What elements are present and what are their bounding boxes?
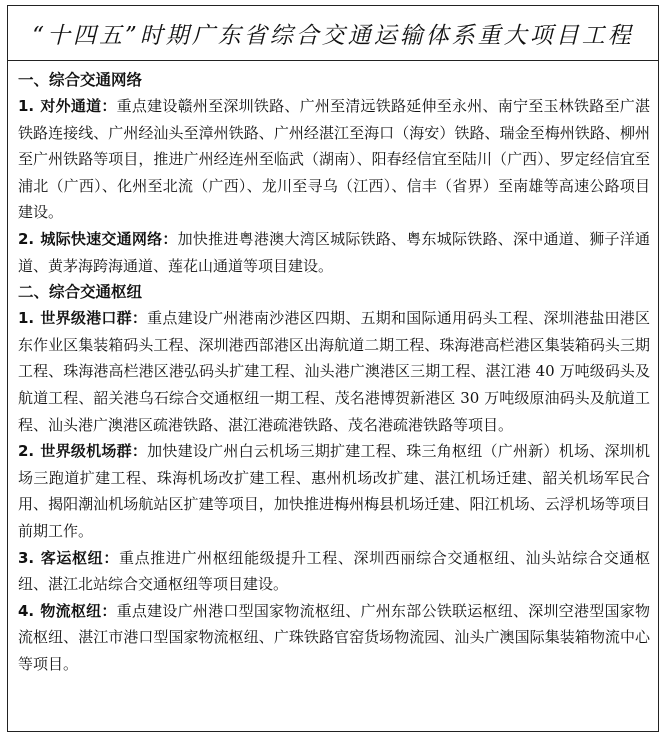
item-text: 加快推进粤港澳大湾区城际铁路、粤东城际铁路、深中通道、狮子洋通道、黄茅海跨海通道、莲花山通道等项目建设。: [18, 229, 650, 275]
item-label: 世界级港口群：: [40, 309, 148, 328]
item-label: 城际快速交通网络：: [40, 229, 178, 248]
item-port-cluster: [18, 305, 650, 438]
section-heading-hubs: 二、综合交通枢纽: [18, 283, 143, 302]
item-number: 1.: [18, 309, 35, 328]
item-text: 重点建设广州港口型国家物流枢纽、广州东部公铁联运枢纽、深圳空港型国家物流枢纽、湛江市港口型国家物流枢纽、广珠铁路官窑货场物流园、汕头广澳国际集装箱物流中心等项目。: [18, 601, 650, 673]
item-label: 客运枢纽：: [40, 548, 119, 567]
item-label: 物流枢纽：: [40, 601, 117, 620]
item-label: 对外通道：: [40, 97, 117, 115]
item-airport-cluster: [18, 438, 650, 544]
item-number: 2.: [18, 442, 35, 461]
item-number: 1.: [18, 97, 35, 115]
item-text: 加快建设广州白云机场三期扩建工程、珠三角枢纽（广州新）机场、深圳机场三跑道扩建工程、珠海机场改扩建工程、惠州机场改扩建、湛江机场迁建、韶关机场军民合用、揭阳潮汕机场航站区扩建等项目，加快推进梅州梅县机场迁建、阳江机场、云浮机场等项目前期工作。: [18, 442, 650, 540]
item-text: 重点建设广州港南沙港区四期、五期和国际通用码头工程、深圳港盐田港区东作业区集装箱码头工程、深圳港西部港区出海航道二期工程、珠海港高栏港区集装箱码头三期工程、珠海港高栏港区港弘码头扩建工程、汕头港广澳港区三期工程、湛江港 40 万吨级码头及航道工程、韶关港乌石综合交通枢纽一期工程、茂名港博贺新港区 30 万吨级原油码头及航道工程、汕头港广澳港区疏港铁路、湛江港疏港铁路、茂名港疏港铁路等项目。: [18, 309, 650, 434]
item-number: 3.: [18, 548, 35, 567]
item-external-corridors: [18, 93, 650, 226]
item-logistics-hubs: [18, 598, 650, 678]
page-title: “十四五”时期广东省综合交通运输体系重大项目工程: [32, 22, 634, 49]
item-label: 世界级机场群：: [40, 442, 148, 461]
table-body: [8, 61, 658, 677]
item-passenger-hubs: [18, 545, 650, 598]
item-text: 重点建设赣州至深圳铁路、广州至清远铁路延伸至永州、南宁至玉林铁路至广湛铁路连接线、广州经汕头至漳州铁路、广州经湛江至海口（海安）铁路、瑞金至梅州铁路、柳州至广州铁路等项目，推进广州经连州至临武（湖南）、阳春经信宜至陆川（广西）、罗定经信宜至浦北（广西）、化州至北流（广西）、龙川至寻乌（江西）、信丰（省界）至南雄等高速公路项目建设。: [18, 97, 650, 222]
project-table: [7, 5, 659, 732]
title-row: [8, 6, 658, 61]
item-number: 4.: [18, 601, 35, 620]
item-text: 重点推进广州枢纽能级提升工程、深圳西丽综合交通枢纽、汕头站综合交通枢纽、湛江北站综合交通枢纽等项目建设。: [18, 548, 650, 594]
section-heading-network: 一、综合交通网络: [18, 71, 143, 89]
item-intercity-network: [18, 226, 650, 279]
item-number: 2.: [18, 229, 35, 248]
